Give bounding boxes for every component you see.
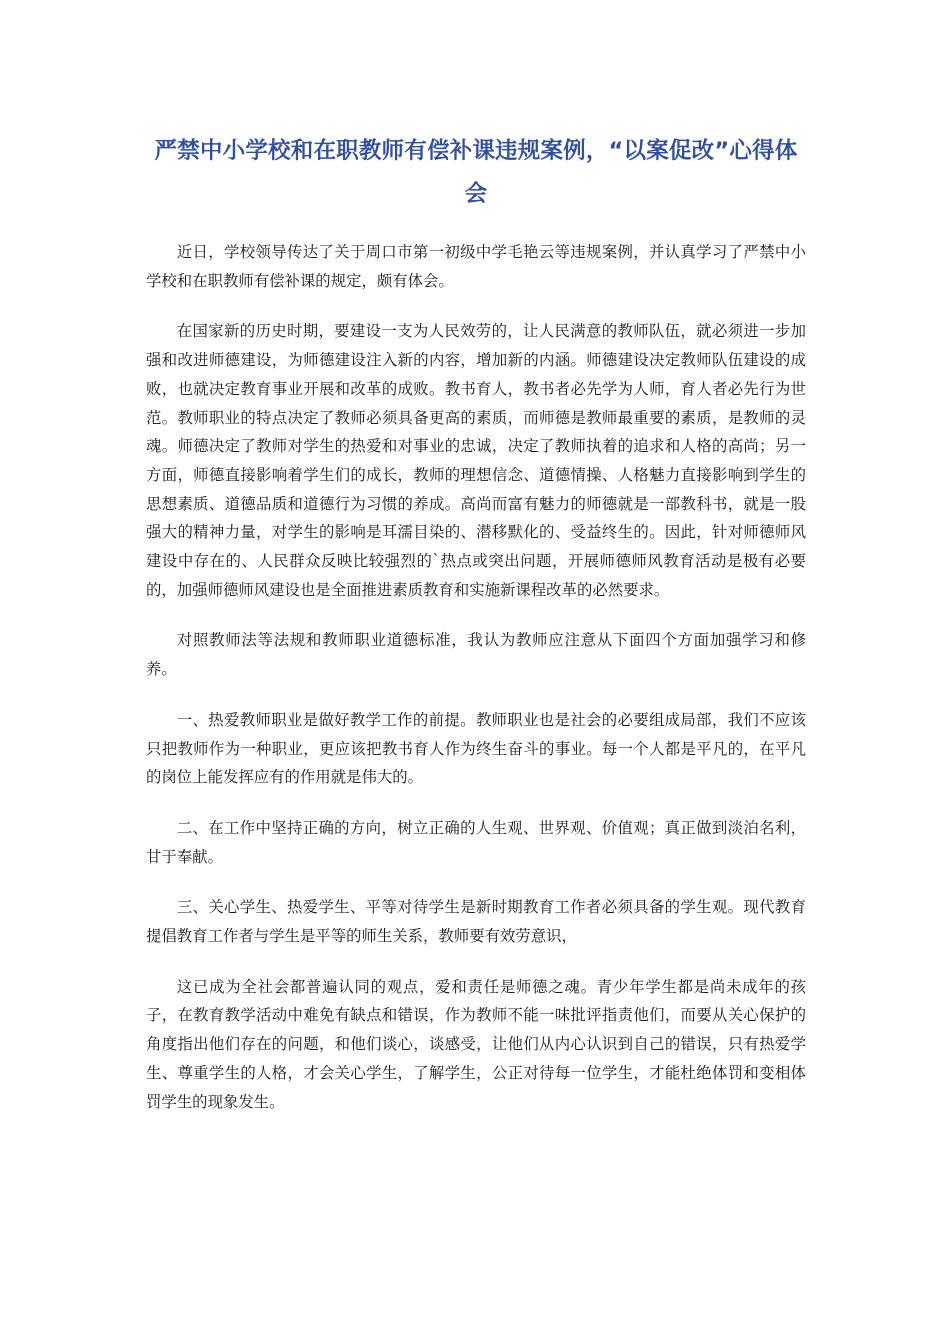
paragraph-intro: 近日，学校领导传达了关于周口市第一初级中学毛艳云等违规案例，并认真学习了严禁中小学校和在职教师有偿补课的规定，颇有体会。: [146, 243, 806, 290]
paragraph-point-two: 二、在工作中坚持正确的方向，树立正确的人生观、世界观、价值观；真正做到淡泊名利，甘于奉献。: [146, 818, 806, 866]
document-page: [146, 130, 806, 1138]
document-body: [146, 238, 806, 1116]
paragraph-teacher-ethics: 在国家新的历史时期，要建设一支为人民效劳的，让人民满意的教师队伍，就必须进一步加强和改进师德建设，为师德建设注入新的内容，增加新的内涵。师德建设决定教师队伍建设的成败，也就决定教育事业开展和改革的成败。教书育人，教书者必先学为人师，育人者必先行为世范。教师职业的特点决定了教师必须具备更高的素质，而师德是教师最重要的素质，是教师的灵魂。师德决定了教师对学生的热爱和对事业的忠诚，决定了教师执着的追求和人格的高尚；另一方面，师德直接影响着学生们的成长，教师的理想信念、道德情操、人格魅力直接影响到学生的思想素质、道德品质和道德行为习惯的养成。高尚而富有魅力的师德就是一部教科书，就是一股强大的精神力量，对学生的影响是耳濡目染的、潜移默化的、受益终生的。因此，针对师德师风建设中存在的、人民群众反映比较强烈的`热点或突出问题，开展师德师风教育活动是极有必要的，加强师德师风建设也是全面推进素质教育和实施新课程改革的必然要求。: [146, 322, 806, 599]
document-title: 严禁中小学校和在职教师有偿补课违规案例，“以案促改”心得体会: [154, 138, 798, 207]
paragraph-four-aspects: 对照教师法等法规和教师职业道德标准，我认为教师应注意从下面四个方面加强学习和修养。: [146, 631, 806, 679]
paragraph-point-one: 一、热爱教师职业是做好教学工作的前提。教师职业也是社会的必要组成局部，我们不应该只把教师作为一种职业，更应该把教书育人作为终生奋斗的事业。每一个人都是平凡的，在平凡的岗位上能发挥应有的作用就是伟大的。: [146, 710, 806, 787]
paragraph-love-responsibility: 这已成为全社会都普遍认同的观点，爱和责任是师德之魂。青少年学生都是尚未成年的孩子，在教育教学活动中难免有缺点和错误，作为教师不能一味批评指责他们，而要从关心保护的角度指出他们存在的问题，和他们谈心，谈感受，让他们从内心认识到自己的错误，只有热爱学生、尊重学生的人格，才会关心学生，了解学生，公正对待每一位学生，才能杜绝体罚和变相体罚学生的现象发生。: [146, 977, 806, 1111]
paragraph-point-three: 三、关心学生、热爱学生、平等对待学生是新时期教育工作者必须具备的学生观。现代教育提倡教育工作者与学生是平等的师生关系，教师要有效劳意识，: [146, 898, 806, 946]
